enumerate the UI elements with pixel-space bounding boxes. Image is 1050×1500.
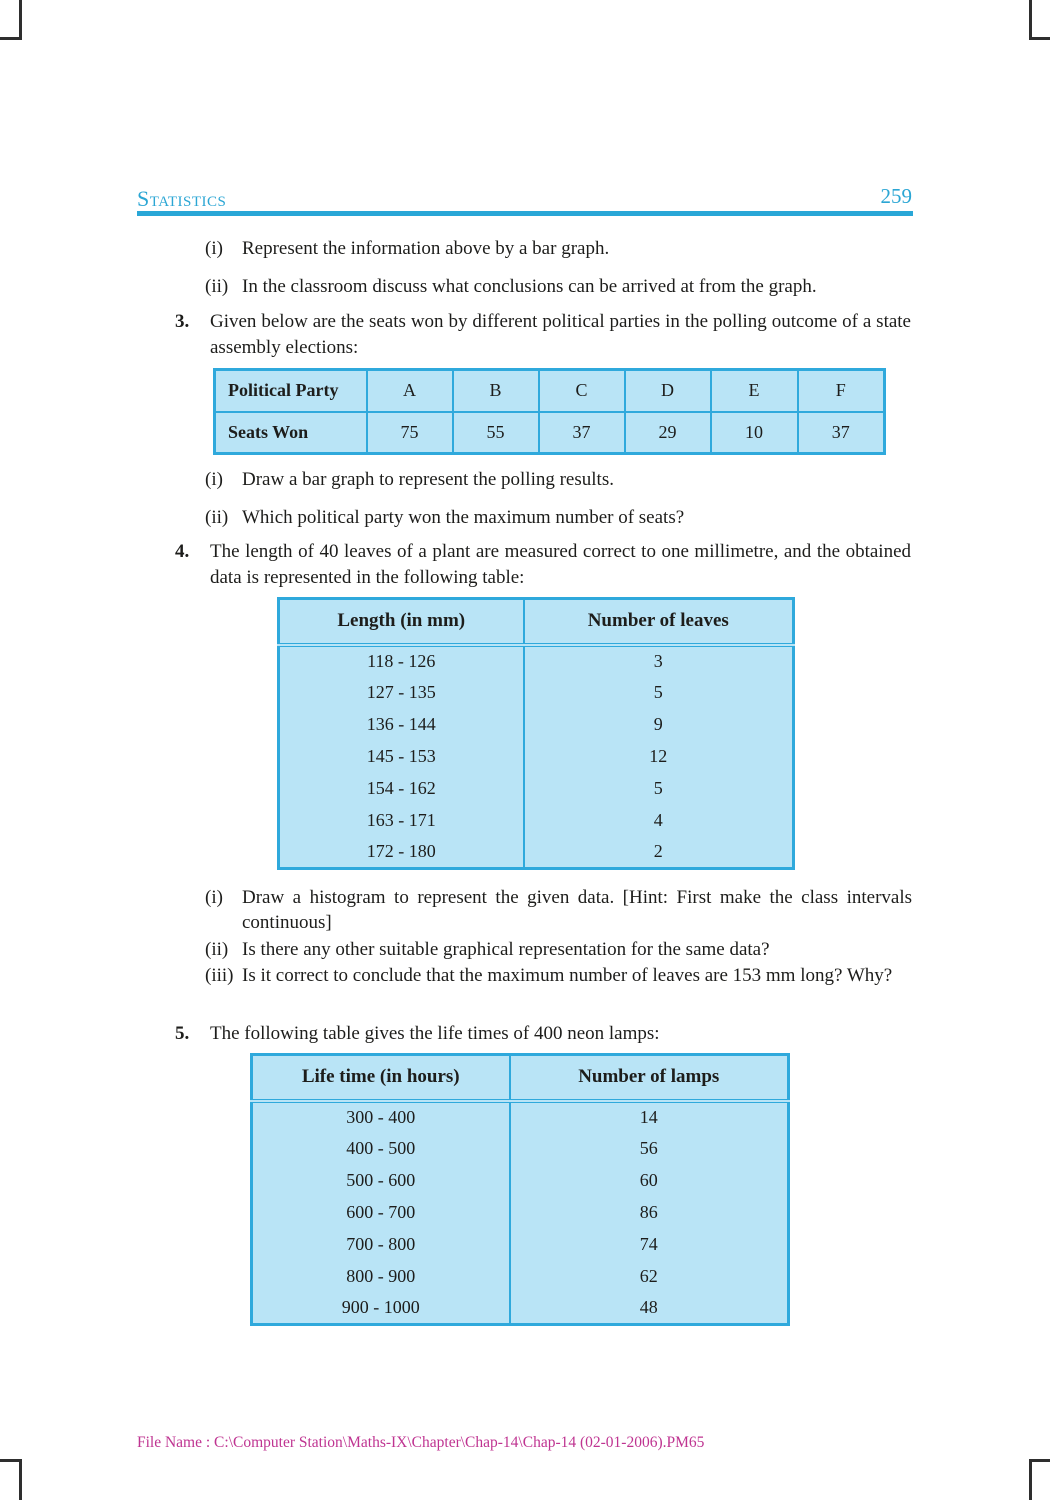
table-cell: 60 [510,1165,789,1197]
political-party-table [213,368,886,455]
table-cell: 86 [510,1197,789,1229]
table-cell: 145 - 153 [366,746,436,766]
table-cell: 75 [367,412,453,454]
table-row [252,1133,789,1165]
table-cell: 900 - 1000 [341,1297,420,1318]
table-cell: 56 [510,1133,789,1165]
list-item [205,937,912,962]
question-text: The length of 40 leaves of a plant are measured correct to one millimetre, and the obtained data is represented in the following table: [210,541,911,588]
table-cell: 118 - 126 [367,651,436,671]
question-4 [175,539,911,591]
table-cell: 62 [510,1261,789,1293]
table-row [279,773,794,805]
table-header-row [279,599,794,645]
item-marker: (ii) [205,276,229,297]
table-cell: 154 - 162 [366,778,436,798]
item-text: Draw a histogram to represent the given data. [Hint: First make the class intervals continuous] [242,887,912,933]
item-text: In the classroom discuss what conclusions can be arrived at from the graph. [242,276,817,297]
table-cell: C [539,370,625,412]
table-cell: 12 [524,741,794,773]
table-row [279,741,794,773]
column-header: Life time (in hours) [252,1055,510,1101]
table-row [252,1261,789,1293]
item-marker: (ii) [205,507,229,528]
column-header: Number of leaves [524,599,794,645]
row-header: Political Party [215,370,367,412]
question-text: Given below are the seats won by different political parties in the polling outcome of a state assembly elections: [210,311,911,358]
table-cell: 9 [524,709,794,741]
table-row [279,677,794,709]
table-cell: 3 [524,645,794,677]
table-row [279,645,794,677]
table-row [215,370,885,412]
table-cell: 700 - 800 [346,1234,416,1254]
item-marker: (ii) [205,939,229,960]
row-header: Seats Won [215,412,367,454]
item-marker: (i) [205,238,223,259]
table-cell: 300 - 400 [346,1107,416,1127]
table-row [252,1101,789,1133]
table-cell: 29 [625,412,711,454]
table-cell: 55 [453,412,539,454]
table-cell: 600 - 700 [346,1202,416,1222]
table-cell: 4 [524,805,794,837]
item-marker: (iii) [205,965,234,986]
question-number: 4. [175,541,190,562]
table-cell: 10 [711,412,798,454]
page-number: 259 [880,184,912,208]
question-3 [175,309,911,361]
list-item [205,274,912,299]
item-text: Is there any other suitable graphical representation for the same data? [242,939,770,960]
table-cell: 5 [524,677,794,709]
item-marker: (i) [205,887,223,908]
crop-mark-top-left [0,0,22,40]
table-row [279,805,794,837]
list-item [205,505,912,530]
item-text: Is it correct to conclude that the maximum number of leaves are 153 mm long? Why? [242,965,893,986]
crop-mark-top-right [1029,0,1050,40]
table-cell: 2 [524,837,794,869]
table-row [252,1229,789,1261]
question-number: 3. [175,311,190,332]
question-number: 5. [175,1023,190,1044]
table-row [252,1165,789,1197]
table-cell: 172 - 180 [366,841,436,862]
list-item [205,236,912,261]
item-text: Draw a bar graph to represent the polling results. [242,469,614,490]
chapter-title: Statistics [137,186,227,211]
column-header: Length (in mm) [279,599,524,645]
question-5 [175,1021,911,1047]
table-cell: 37 [539,412,625,454]
footer-filename: File Name : C:\Computer Station\Maths-IX\Chapter\Chap-14\Chap-14 (02-01-2006).PM65 [137,1434,705,1451]
table-cell: 136 - 144 [366,714,436,734]
table-cell: F [798,370,885,412]
table-cell: 48 [510,1293,789,1325]
table-header-row [252,1055,789,1101]
table-cell: 37 [798,412,885,454]
table-cell: 163 - 171 [366,810,436,830]
crop-mark-bottom-right [1029,1459,1050,1500]
item-text: Represent the information above by a bar graph. [242,238,610,259]
table-cell: B [453,370,539,412]
table-cell: 127 - 135 [366,682,436,702]
column-header: Number of lamps [510,1055,789,1101]
list-item [205,467,912,492]
table-cell: E [711,370,798,412]
table-cell: 500 - 600 [346,1170,416,1190]
table-cell: D [625,370,711,412]
table-row [252,1293,789,1325]
table-cell: 14 [510,1101,789,1133]
list-item [205,885,912,935]
leaves-table [277,597,795,870]
table-row [252,1197,789,1229]
table-cell: 400 - 500 [346,1138,416,1158]
header-rule [137,211,913,216]
table-cell: 74 [510,1229,789,1261]
table-cell: 800 - 900 [346,1266,416,1286]
item-text: Which political party won the maximum number of seats? [242,507,685,528]
item-marker: (i) [205,469,223,490]
table-row [279,709,794,741]
crop-mark-bottom-left [0,1459,22,1500]
table-row [279,837,794,869]
table-row [215,412,885,454]
list-item [205,963,912,988]
table-cell: A [367,370,453,412]
lamps-table [250,1053,790,1326]
table-cell: 5 [524,773,794,805]
question-text: The following table gives the life times of 400 neon lamps: [210,1023,660,1044]
